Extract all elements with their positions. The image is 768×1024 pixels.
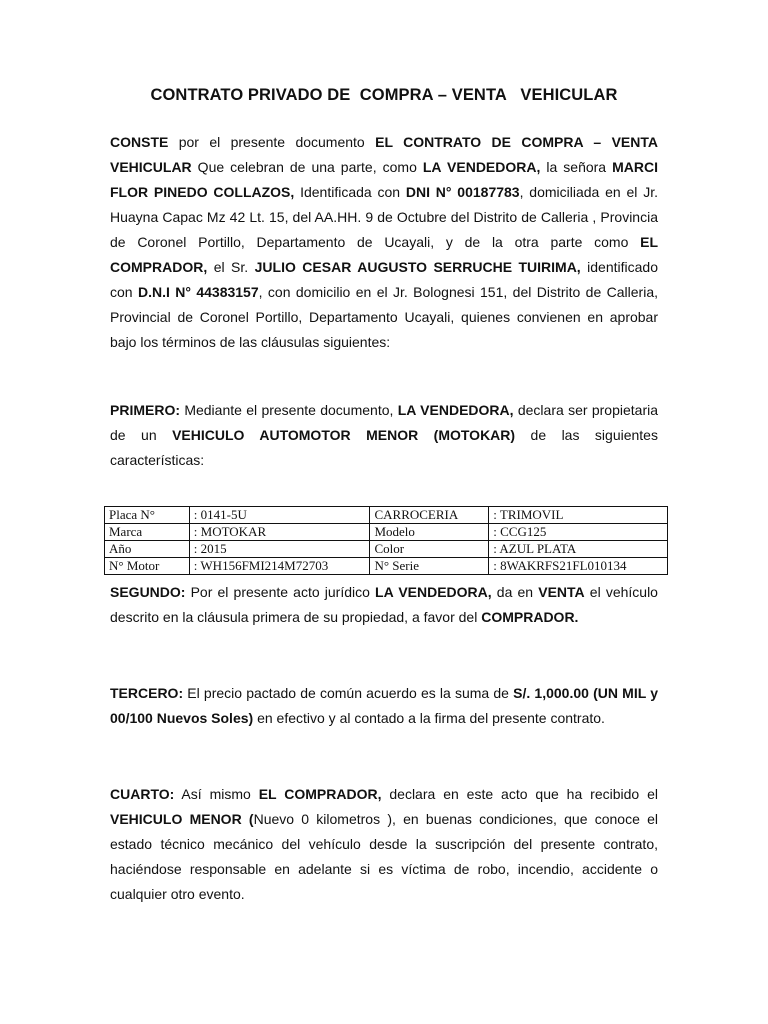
buyer-name: JULIO CESAR AUGUSTO SERRUCHE TUIRIMA, (254, 259, 581, 275)
clause-text-bold: LA VENDEDORA, (375, 584, 492, 600)
clause-heading: SEGUNDO: (110, 584, 186, 600)
buyer-dni: D.N.I N° 44383157 (137, 284, 259, 300)
table-row (105, 541, 668, 558)
clause-text-bold: VENTA (538, 584, 585, 600)
clause-heading: TERCERO: (110, 685, 184, 701)
seller-name: MARCI FLOR PINEDO COLLAZOS, (110, 159, 658, 200)
clause-segundo (110, 580, 658, 630)
intro-text: CONSTE (110, 134, 169, 150)
table-cell: CARROCERIA (370, 507, 489, 524)
price-amount: S/. 1,000.00 (UN MIL y 00/100 Nuevos Soles) (110, 685, 658, 726)
clause-text-bold: EL COMPRADOR, (258, 786, 382, 802)
table-cell: Modelo (370, 524, 489, 541)
table-cell: Color (370, 541, 489, 558)
intro-text: el Sr. (207, 259, 255, 275)
table-cell: N° Motor (105, 558, 190, 575)
table-cell: : CCG125 (489, 524, 668, 541)
clause-text: en efectivo y al contado a la firma del presente contrato. (253, 710, 605, 726)
vehicle-specs-table (104, 506, 668, 575)
table-cell: : MOTOKAR (189, 524, 370, 541)
buyer-label: EL COMPRADOR, (110, 234, 658, 275)
table-cell: Marca (105, 524, 190, 541)
table-cell: N° Serie (370, 558, 489, 575)
table-cell: : 2015 (189, 541, 370, 558)
intro-paragraph (110, 130, 658, 355)
clause-cuarto (110, 782, 658, 907)
table-cell: : 0141-5U (189, 507, 370, 524)
table-cell: : 8WAKRFS21FL010134 (489, 558, 668, 575)
table-cell: Placa N° (105, 507, 190, 524)
clause-primero (110, 398, 658, 473)
clause-text-bold: VEHICULO AUTOMOTOR MENOR (MOTOKAR) (172, 427, 516, 443)
clause-text: declara en este acto que ha recibido el (381, 786, 658, 802)
table-cell: : WH156FMI214M72703 (189, 558, 370, 575)
contract-title: CONTRATO PRIVADO DE COMPRA – VENTA VEHICULAR (150, 86, 618, 104)
intro-text: Identificada con (294, 184, 406, 200)
clause-text: Por el presente acto jurídico (185, 584, 376, 600)
clause-text: Así mismo (174, 786, 259, 802)
clause-text: de las siguientes características: (110, 427, 658, 468)
table-row (105, 524, 668, 541)
table-row (105, 507, 668, 524)
intro-text: , domiciliada en el Jr. Huayna Capac Mz 42 Lt. 15, del AA.HH. 9 de Octubre del Distrito de Calleria , Provincia de Coronel Portillo, Departamento de Ucayali, y de la otra parte como (110, 184, 658, 250)
intro-text: Que celebran de una parte, como (191, 159, 423, 175)
clause-text: Nuevo 0 kilometros ), en buenas condiciones, que conoce el estado técnico mecánico del vehículo desde la suscripción del presente contrato, haciéndose responsable en adelante si es víctima de robo, incendio, accidente o cualquier otro evento. (110, 811, 658, 902)
clause-text-bold: VEHICULO MENOR ( (110, 811, 254, 827)
table-cell: : TRIMOVIL (489, 507, 668, 524)
clause-text: Mediante el presente documento, (180, 402, 398, 418)
table-cell: Año (105, 541, 190, 558)
clause-text: da en (491, 584, 539, 600)
table-cell: : AZUL PLATA (489, 541, 668, 558)
intro-text: identificado con (110, 259, 658, 300)
clause-text: El precio pactado de común acuerdo es la suma de (183, 685, 514, 701)
clause-text: declara ser propietaria de un (110, 402, 658, 443)
clause-text-bold: COMPRADOR. (481, 609, 579, 625)
seller-dni: DNI N° 00187783 (405, 184, 520, 200)
clause-text-bold: LA VENDEDORA, (397, 402, 514, 418)
seller-label: LA VENDEDORA, (422, 159, 541, 175)
intro-text: la señora (540, 159, 613, 175)
intro-text: , con domicilio en el Jr. Bolognesi 151, del Distrito de Calleria, Provincial de Coronel Portillo, Departamento Ucayali, quienes convienen en aprobar bajo los términos de las cláusulas siguientes: (110, 284, 658, 350)
clause-heading: PRIMERO: (110, 402, 180, 418)
clause-heading: CUARTO: (110, 786, 175, 802)
clause-text: el vehículo descrito en la cláusula primera de su propiedad, a favor del (110, 584, 658, 625)
table-row (105, 558, 668, 575)
clause-tercero (110, 681, 658, 731)
intro-text: EL CONTRATO DE COMPRA – VENTA VEHICULAR (110, 134, 658, 175)
intro-text: por el presente documento (168, 134, 376, 150)
